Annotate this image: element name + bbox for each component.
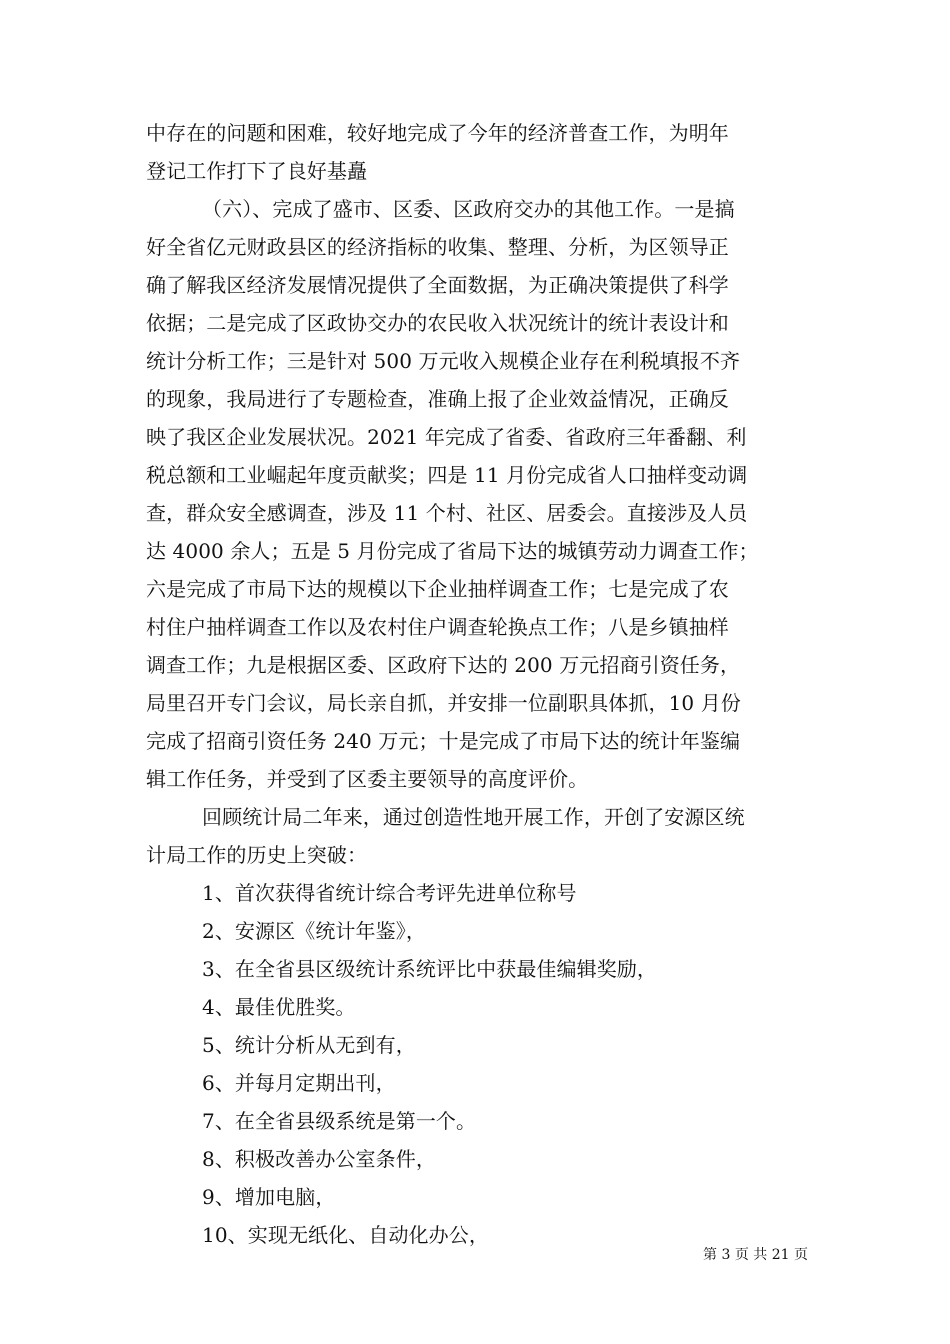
- list-item: 6、并每月定期出刊，: [202, 1071, 396, 1095]
- text-line: 六是完成了市局下达的规模以下企业抽样调查工作；七是完成了农: [146, 577, 729, 601]
- list-item: 9、增加电脑，: [202, 1185, 336, 1209]
- text-line: 税总额和工业崛起年度贡献奖；四是 11 月份完成省人口抽样变动调: [146, 463, 748, 487]
- text-line: 好全省亿元财政县区的经济指标的收集、整理、分析，为区领导正: [146, 235, 729, 259]
- text-line: 村住户抽样调查工作以及农村住户调查轮换点工作；八是乡镇抽样: [146, 615, 729, 639]
- achievement-list: [146, 874, 808, 1254]
- text-line: 依据；二是完成了区政协交办的农民收入状况统计的统计表设计和: [146, 311, 729, 335]
- list-item: 10、实现无纸化、自动化办公，: [202, 1223, 489, 1247]
- text-line: 调查工作；九是根据区委、区政府下达的 200 万元招商引资任务，: [146, 653, 741, 677]
- list-item: 8、积极改善办公室条件，: [202, 1147, 436, 1171]
- body-text: [146, 114, 808, 1254]
- text-line: 完成了招商引资任务 240 万元；十是完成了市局下达的统计年鉴编: [146, 729, 741, 753]
- list-item: 4、最佳优胜奖。: [202, 995, 356, 1019]
- text-line: 局里召开专门会议，局长亲自抓，并安排一位副职具体抓，10 月份: [146, 691, 741, 715]
- text-line: 达 4000 余人；五是 5 月份完成了省局下达的城镇劳动力调查工作；: [146, 539, 759, 563]
- page-number-footer: 第 3 页 共 21 页: [703, 1247, 808, 1263]
- list-item: 2、安源区《统计年鉴》，: [202, 919, 426, 943]
- text-line: 映了我区企业发展状况。2021 年完成了省委、省政府三年番翻、利: [146, 425, 747, 449]
- text-line: 中存在的问题和困难，较好地完成了今年的经济普查工作，为明年: [146, 121, 729, 145]
- text-line: 确了解我区经济发展情况提供了全面数据，为正确决策提供了科学: [146, 273, 729, 297]
- list-item: 7、在全省县级系统是第一个。: [202, 1109, 477, 1133]
- text-line: 登记工作打下了良好基矗: [146, 159, 368, 183]
- text-line: 统计分析工作；三是针对 500 万元收入规模企业存在利税填报不齐: [146, 349, 741, 373]
- list-item: 3、在全省县区级统计系统评比中获最佳编辑奖励，: [202, 957, 658, 981]
- text-line: 查，群众安全感调查，涉及 11 个村、社区、居委会。直接涉及人员: [146, 501, 748, 525]
- list-item: 5、统计分析从无到有，: [202, 1033, 416, 1057]
- list-item: 1、首次获得省统计综合考评先进单位称号: [202, 881, 577, 905]
- text-line: 辑工作任务，并受到了区委主要领导的高度评价。: [146, 767, 589, 791]
- text-line: 的现象，我局进行了专题检查，准确上报了企业效益情况，正确反: [146, 387, 729, 411]
- paragraph-start: 回顾统计局二年来，通过创造性地开展工作，开创了安源区统: [202, 805, 745, 829]
- paragraph-start: （六）、完成了盛市、区委、区政府交办的其他工作。一是搞: [202, 197, 735, 221]
- text-line: 计局工作的历史上突破：: [146, 843, 368, 867]
